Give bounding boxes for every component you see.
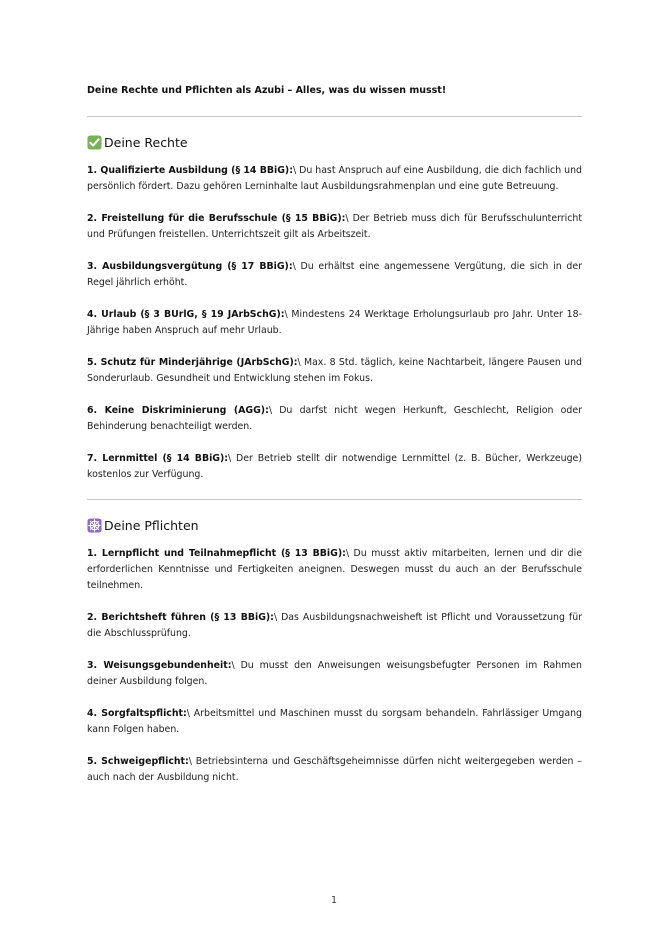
rights-item	[87, 307, 582, 339]
rights-item	[87, 355, 582, 387]
duties-heading: Deine Pflichten	[104, 517, 199, 533]
rights-item	[87, 211, 582, 243]
duties-item-label: 5. Schweigepflicht:	[87, 756, 189, 767]
duties-item-label: 4. Sorgfaltspflicht:	[87, 708, 187, 719]
page-number: 1	[330, 895, 338, 906]
rights-item-label: 4. Urlaub (§ 3 BUrlG, § 19 JArbSchG):	[87, 309, 285, 320]
rights-item	[87, 163, 582, 195]
duties-heading-row	[87, 516, 582, 534]
rights-item-text: \ Max. 8 Std. täglich, keine Nachtarbeit, längere Pausen und Sonderurlaub. Gesundheit und Entwicklung stehen im Fokus.	[87, 357, 583, 384]
rights-item-text: \ Du erhältst eine angemessene Vergütung, die sich in der Regel jährlich erhöht.	[87, 261, 582, 288]
document-body	[87, 84, 582, 802]
duties-item-label: 1. Lernpflicht und Teilnahmepflicht (§ 13 BBiG):	[87, 548, 346, 559]
duties-item-text: \ Arbeitsmittel und Maschinen musst du sorgsam behandeln. Fahrlässiger Umgang kann Folgen haben.	[87, 708, 582, 735]
rights-item-text: \ Der Betrieb stellt dir notwendige Lernmittel (z. B. Bücher, Werkzeuge) kostenlos zur Verfügung.	[87, 453, 582, 480]
duties-list	[87, 546, 582, 786]
rights-item-label: 2. Freistellung für die Berufsschule (§ 15 BBiG):	[87, 213, 346, 224]
duties-item	[87, 706, 582, 738]
duties-item-text: \ Du musst aktiv mitarbeiten, lernen und dir die erforderlichen Kenntnisse und Fertigkeiten aneignen. Deswegen musst du auch an der Berufsschule teilnehmen.	[87, 548, 582, 591]
duties-item-text: \ Betriebsinterna und Geschäftsgeheimnisse dürfen nicht weitergegeben werden – auch nach der Ausbildung nicht.	[87, 756, 582, 783]
duties-item	[87, 610, 582, 642]
rights-item	[87, 403, 582, 435]
rights-item-text: \ Mindestens 24 Werktage Erholungsurlaub pro Jahr. Unter 18-Jährige haben Anspruch auf mehr Urlaub.	[87, 309, 582, 336]
duties-item-text: \ Das Ausbildungsnachweisheft ist Pflicht und Voraussetzung für die Abschlussprüfung.	[87, 612, 583, 639]
rights-list	[87, 163, 582, 483]
rights-item-text: \ Der Betrieb muss dich für Berufsschulunterricht und Prüfungen freistellen. Unterrichtszeit gilt als Arbeitszeit.	[87, 213, 583, 240]
duties-item	[87, 658, 582, 690]
rights-item-label: 6. Keine Diskriminierung (AGG):	[87, 405, 269, 416]
divider-top	[87, 116, 582, 117]
rights-item-text: \ Du hast Anspruch auf eine Ausbildung, die dich fachlich und persönlich fördert. Dazu gehören Lerninhalte laut Ausbildungsrahmenplan und eine gute Betreuung.	[87, 165, 582, 192]
rights-item-label: 3. Ausbildungsvergütung (§ 17 BBiG):	[87, 261, 293, 272]
duties-item	[87, 546, 582, 594]
rights-item-label: 7. Lernmittel (§ 14 BBiG):	[87, 453, 229, 464]
wheel-of-dharma-icon	[87, 518, 102, 533]
divider-middle	[87, 499, 582, 500]
rights-item-label: 5. Schutz für Minderjährige (JArbSchG):	[87, 357, 298, 368]
document-title: Deine Rechte und Pflichten als Azubi – Alles, was du wissen musst!	[87, 85, 447, 96]
rights-item	[87, 451, 582, 483]
duties-item	[87, 754, 582, 786]
duties-item-text: \ Du musst den Anweisungen weisungsbefugter Personen im Rahmen deiner Ausbildung folgen.	[87, 660, 582, 687]
duties-item-label: 2. Berichtsheft führen (§ 13 BBiG):	[87, 612, 274, 623]
duties-item-label: 3. Weisungsgebundenheit:	[87, 660, 232, 671]
rights-heading-row	[87, 133, 582, 151]
check-mark-button-icon	[87, 135, 102, 150]
rights-heading: Deine Rechte	[104, 134, 188, 150]
rights-item	[87, 259, 582, 291]
rights-item-text: \ Du darfst nicht wegen Herkunft, Geschlecht, Religion oder Behinderung benachteiligt werden.	[87, 405, 582, 432]
rights-item-label: 1. Qualifizierte Ausbildung (§ 14 BBiG):	[87, 165, 293, 176]
